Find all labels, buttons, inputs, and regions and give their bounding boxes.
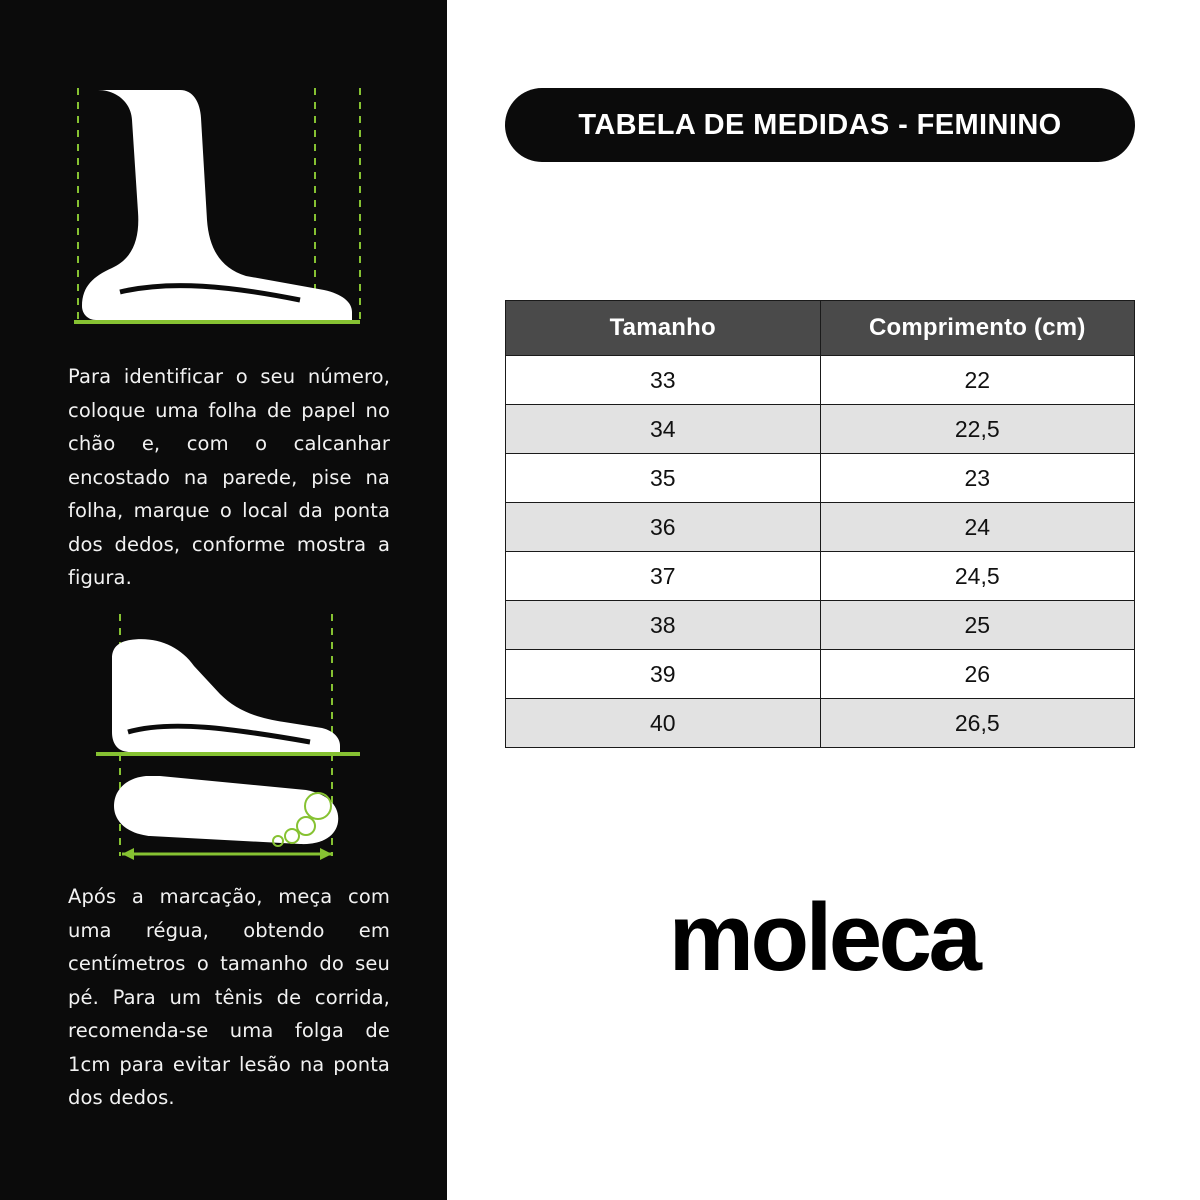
table-row xyxy=(506,552,1135,601)
table-row xyxy=(506,650,1135,699)
size-table-head xyxy=(506,301,1135,356)
cell-size: 39 xyxy=(506,650,821,699)
table-row xyxy=(506,699,1135,748)
cell-size: 34 xyxy=(506,405,821,454)
cell-size: 33 xyxy=(506,356,821,405)
cell-length: 25 xyxy=(820,601,1135,650)
cell-length: 24 xyxy=(820,503,1135,552)
instructions-panel xyxy=(0,0,447,1200)
instruction-text-2: Após a marcação, meça com uma régua, obtendo em centímetros o tamanho do seu pé. Para um tênis de corrida, recomenda-se uma folga de 1cm para evitar lesão na ponta dos dedos. xyxy=(68,885,390,1110)
table-panel xyxy=(447,0,1200,1200)
table-row xyxy=(506,601,1135,650)
table-row xyxy=(506,356,1135,405)
cell-length: 24,5 xyxy=(820,552,1135,601)
table-header-row xyxy=(506,301,1135,356)
cell-length: 23 xyxy=(820,454,1135,503)
cell-size: 37 xyxy=(506,552,821,601)
cell-size: 38 xyxy=(506,601,821,650)
size-table-body xyxy=(506,356,1135,748)
brand-logo: moleca xyxy=(668,884,979,991)
page-title xyxy=(505,88,1135,162)
table-row xyxy=(506,405,1135,454)
cell-length: 26 xyxy=(820,650,1135,699)
cell-size: 36 xyxy=(506,503,821,552)
column-header-size: Tamanho xyxy=(506,301,821,356)
instruction-text-1: Para identificar o seu número, coloque uma folha de papel no chão e, com o calcanhar encostado na parede, pise na folha, marque o local da ponta dos dedos, conforme mostra a figura. xyxy=(68,365,390,590)
size-table xyxy=(505,300,1135,748)
cell-length: 22 xyxy=(820,356,1135,405)
column-header-length: Comprimento (cm) xyxy=(820,301,1135,356)
foot-side-and-top-measure-diagram xyxy=(60,610,390,860)
cell-size: 35 xyxy=(506,454,821,503)
foot-side-profile-measure-diagram xyxy=(60,80,390,330)
cell-length: 26,5 xyxy=(820,699,1135,748)
table-row xyxy=(506,503,1135,552)
page-title-text: TABELA DE MEDIDAS - FEMININO xyxy=(578,108,1062,141)
cell-size: 40 xyxy=(506,699,821,748)
cell-length: 22,5 xyxy=(820,405,1135,454)
table-row xyxy=(506,454,1135,503)
